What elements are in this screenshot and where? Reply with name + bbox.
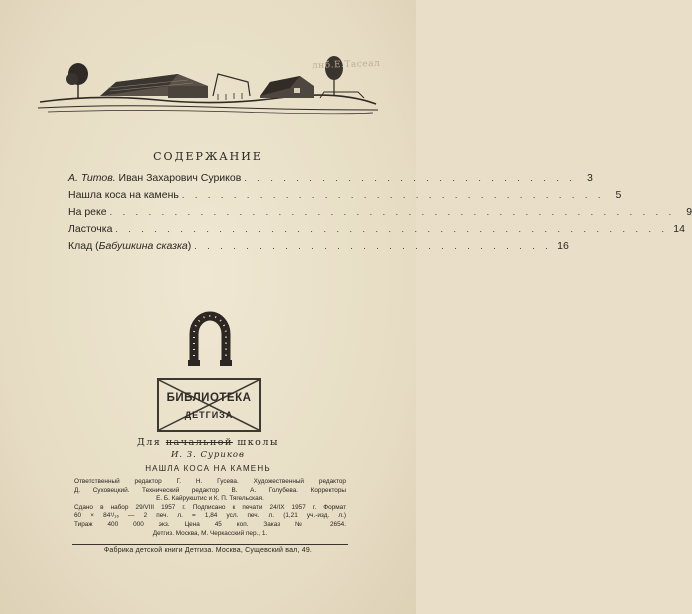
toc-entry [68, 189, 622, 206]
stamp-cross-lines [159, 380, 259, 430]
audience-prefix: Для [137, 437, 166, 448]
toc-entry [68, 172, 593, 189]
toc-entry-subtitle: Бабушкина сказка [98, 240, 188, 252]
audience-line [0, 437, 416, 448]
imprint-line: Тираж 400 000 экз. Цена 45 коп. Заказ № 2654. [74, 520, 346, 528]
toc-entry-page: 14 [673, 223, 685, 235]
toc-entry-title: Нашла коса на камень [68, 189, 179, 201]
corner-ownership-stamp: лнб.Е.Тасеал [311, 58, 381, 72]
toc-entry-title: Ласточка [68, 223, 113, 235]
imprint-line: Детгиз. Москва, М. Черкасский пер., 1. [152, 529, 268, 537]
toc-entry-title: Клад ( [68, 240, 99, 252]
book-title: НАШЛА КОСА НА КАМЕНЬ [145, 464, 271, 473]
toc-leader-dots: . . . . . . . . . . . . . . . . . . . . . . . . . . [244, 173, 576, 183]
toc-entry [68, 206, 692, 223]
toc-entry-title: На реке [68, 206, 107, 218]
toc-entry-title: Иван Захарович Суриков [118, 172, 242, 184]
toc-leader-dots: . . . . . . . . . . . . . . . . . . . . . . . . . . . . . . . . . . . . . . . . . . . [115, 224, 668, 234]
stamp-text-library: БИБЛИОТЕКА [166, 392, 252, 404]
table-of-contents [68, 172, 692, 257]
footer-divider [72, 544, 348, 545]
toc-leader-dots: . . . . . . . . . . . . . . . . . . . . . . . . . . . . [194, 241, 552, 251]
toc-heading: СОДЕРЖАНИЕ [153, 150, 263, 163]
audience-suffix: школы [232, 437, 279, 448]
toc-entry [68, 223, 685, 240]
toc-entry-author: А. Титов. [68, 172, 116, 184]
toc-entry-page: 3 [587, 172, 593, 184]
horseshoe-emblem [184, 306, 236, 368]
imprint-line: Д. Суховецкий. Технический редактор В. А. Голубева. Корректоры [74, 486, 346, 494]
toc-entry-page: 16 [557, 240, 569, 252]
book-author: И. З. Суриков [170, 450, 245, 460]
stamp-text-publisher: ДЕТГИЗА [184, 410, 234, 420]
imprint-line: 60 × 84¹/₁₆ — 2 печ. л. = 1,84 усл. печ. л. (1,21 уч.-изд. л.) [74, 512, 346, 520]
toc-entry [68, 240, 569, 257]
imprint-line: Ответственный редактор Г. Н. Гусева. Художественный редактор [74, 478, 346, 485]
toc-entry-page: 9 [686, 206, 692, 218]
imprint-block [74, 478, 346, 538]
library-stamp [157, 378, 261, 432]
audience-struck-word: начальной [165, 437, 233, 448]
imprint-line: Е. Б. Кайрукштис и К. П. Тягельская. [156, 495, 264, 503]
imprint-line: Сдано в набор 29/VIII 1957 г. Подписано к печати 24/IX 1957 г. Формат [74, 503, 346, 511]
toc-leader-dots: . . . . . . . . . . . . . . . . . . . . . . . . . . . . . . . . . . . . . . . . . . . . [109, 207, 676, 217]
printer-footer: Фабрика детской книги Детгиза. Москва, Сущевский вал, 49. [103, 547, 313, 554]
toc-entry-page: 5 [615, 189, 622, 201]
toc-entry-title-end: ) [187, 240, 192, 252]
toc-leader-dots: . . . . . . . . . . . . . . . . . . . . . . . . . . . . . . . . . [181, 190, 605, 200]
